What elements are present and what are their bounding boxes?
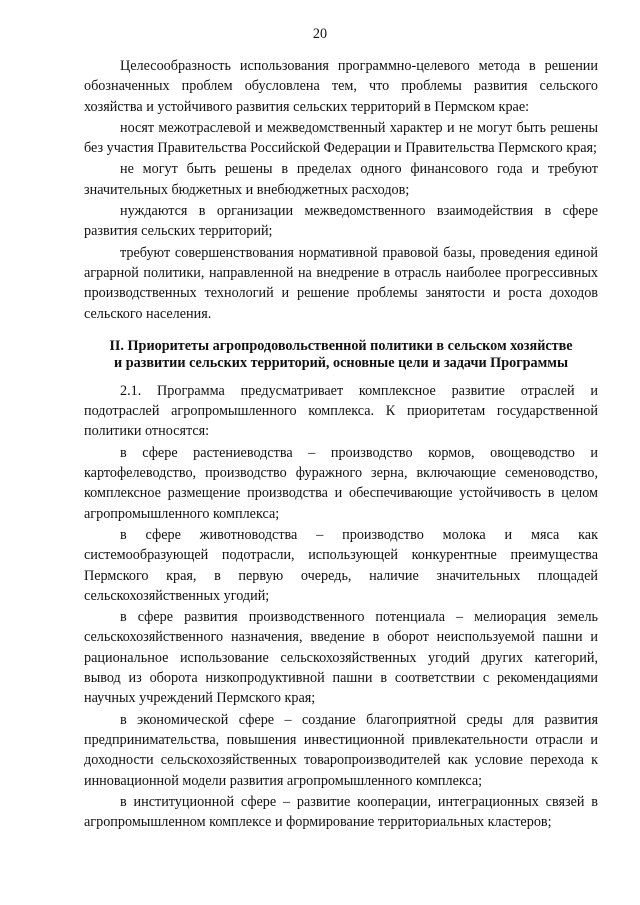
paragraph: в институционной сфере – развитие кооперации, интеграционных связей в агропромышленном комплексе и формирование территориальных кластеров; [84,793,598,831]
paragraph: Целесообразность использования программно-целевого метода в решении обозначенных проблем обусловлена тем, что проблемы развития сельского хозяйства и устойчивого развития сельских территорий в Пермском крае: [84,58,598,115]
section-heading-line: и развитии сельских территорий, основные цели и задачи Программы [113,354,569,371]
paragraph: нуждаются в организации межведомственного взаимодействия в сфере развития сельских территорий; [84,203,598,240]
paragraph: в сфере растениеводства – производство кормов, овощеводство и картофелеводство, производство фуражного зерна, включающие семеноводство, комплексное размещение производства и обеспечивающие устойчивость в целом агропромышленного комплекса; [84,444,598,522]
paragraph: в экономической сфере – создание благоприятной среды для развития предпринимательства, повышения инвестиционной привлекательности отрасли и доходности сельскохозяйственных товаропроизводителей как условие перехода к инновационной модели развития агропромышленного комплекса; [84,711,598,789]
paragraph: в сфере развития производственного потенциала – мелиорация земель сельскохозяйственного назначения, введение в оборот неиспользуемой пашни и рациональное использование сельскохозяйственных угодий других категорий, вывод из оборота низкопродуктивной пашни в соответствии с рекомендациями научных учреждений Пермского края; [84,609,598,707]
paragraph: в сфере животноводства – производство молока и мяса как системообразующей подотрасли, использующей конкурентные преимущества Пермского края, в первую очередь, наличие значительных площадей сельскохозяйственных угодий; [84,526,598,604]
paragraph: носят межотраслевой и межведомственный характер и не могут быть решены без участия Правительства Российской Федерации и Правительства Пермского края; [84,119,598,157]
section-heading-line: II. Приоритеты агропродовольственной политики в сельском хозяйстве [109,337,573,354]
document-body [84,56,598,832]
section-heading [84,338,598,372]
paragraph: 2.1. Программа предусматривает комплексное развитие отраслей и подотраслей агропромышленного комплекса. К приоритетам государственной политики относятся: [84,382,598,440]
paragraph: требуют совершенствования нормативной правовой базы, проведения единой аграрной политики, направленной на внедрение в отрасль наиболее прогрессивных производственных технологий и решение проблемы занятости и роста доходов сельского населения. [84,244,598,322]
page-number: 20 [312,26,328,42]
paragraph: не могут быть решены в пределах одного финансового года и требуют значительных бюджетных и внебюджетных расходов; [84,161,598,198]
